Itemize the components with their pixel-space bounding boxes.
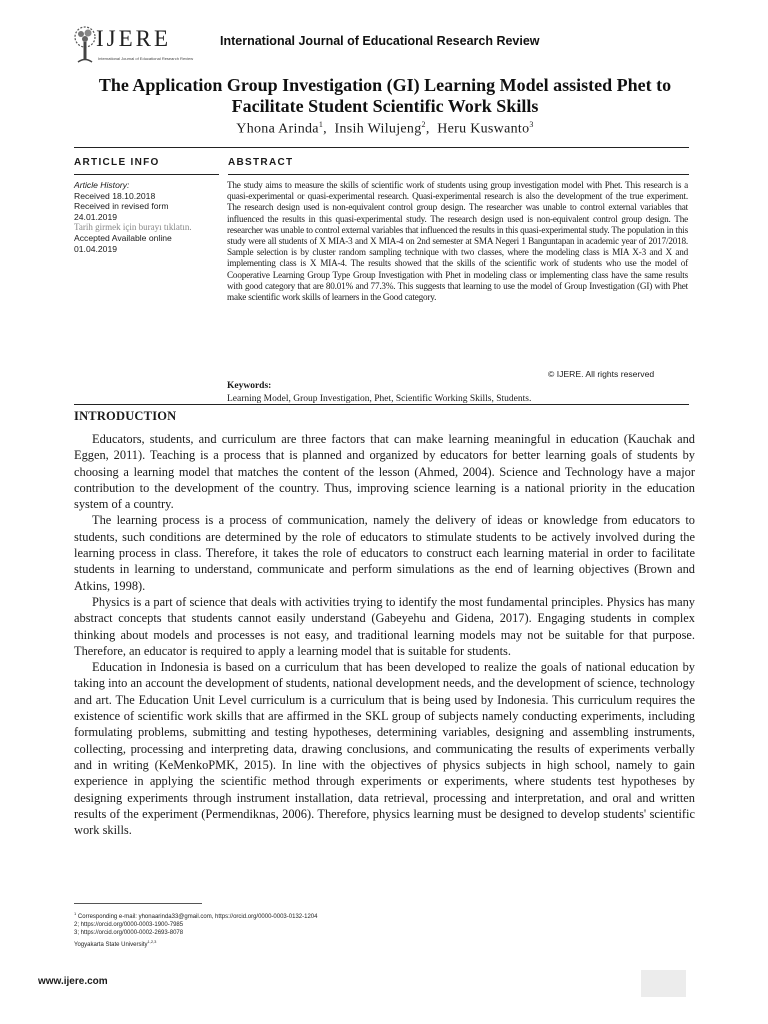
footnote: Corresponding e-mail: yhonaarinda33@gmail.com, https://orcid.org/0000-0003-0132-1204 bbox=[76, 914, 318, 920]
received-date: Received 18.10.2018 bbox=[74, 190, 156, 201]
abstract-text: The study aims to measure the skills of scientific work of students using group investigation model with Phet. This research is a quasi-experimental or quasi-experimental research. Quasi-experimental research is also the development of the true experiment. The research design used is non-equivalent control group design. The researcher was unable to control external variables that influenced the results in this quasi-experimental study. The research design used is non-equivalent control group design. The researcher was unable to control external variables that influenced the results in this quasi-experimental study. The population in this study were all students of X MIA-3 and X MIA-4 on 2nd semester at SMA Negeri 1 Banguntapan in academic year of 2017/2018. Sample selection is by cluster random sampling technique with two classes, where the modeling class is MIA X-3 and X and implementing class is X MIA-4. The results showed that the skills of the scientific work of students who use the model of Cooperative Learning Group Type Group Investigation with Phet in modeling class or implementing class have the same results with good category that are 80.01% and 77.3%. This suggests that learning to use the model of Group Investigation (GI) with Phet make scientific work skills of learners in the Good category. bbox=[227, 180, 688, 303]
author-sup: 2 bbox=[421, 120, 426, 129]
website-link[interactable]: www.ijere.com bbox=[38, 976, 108, 987]
keywords: Learning Model, Group Investigation, Phet, Scientific Working Skills, Students. bbox=[227, 394, 532, 404]
keywords-label: Keywords: bbox=[227, 381, 272, 391]
article-info-heading: ARTICLE INFO bbox=[74, 157, 160, 168]
footnote: 2; https://orcid.org/0000-0003-1900-7985 bbox=[74, 922, 184, 929]
revised-date: 24.01.2019 bbox=[74, 211, 118, 222]
journal-name: International Journal of Educational Research Review bbox=[220, 34, 540, 48]
footnote: 3; https://orcid.org/0000-0002-2693-8078 bbox=[74, 930, 184, 937]
date-placeholder: Tarih girmek için burayı tıklatın. bbox=[74, 222, 192, 233]
history-label: Article History: bbox=[74, 180, 130, 190]
divider bbox=[74, 404, 689, 405]
divider bbox=[74, 147, 689, 148]
paragraph: Physics is a part of science that deals with activities trying to identify the most fundamental principles. Physics has many abstract concepts that students cannot easily understand (Gabeyehu and Gidena, 2017). Engaging students in complex thinking about models and processes is not easy, and traditional learning models may not be suitable for that purpose. Therefore, an educator is required to apply a learning model that is suitable for students. bbox=[74, 594, 695, 658]
footnote-marker: 1 bbox=[74, 911, 77, 916]
abstract-heading: ABSTRACT bbox=[228, 157, 294, 168]
footnotes bbox=[74, 910, 474, 949]
article-info bbox=[74, 180, 224, 254]
page-number-box bbox=[641, 970, 686, 997]
affiliation: Yogyakarta State University bbox=[74, 941, 148, 948]
logo-subtitle: International Journal of Educational Research Review bbox=[98, 56, 194, 61]
author-sup: 3 bbox=[529, 120, 534, 129]
accepted-date: 01.04.2019 bbox=[74, 243, 118, 254]
divider bbox=[228, 174, 689, 175]
author-name: Insih Wilujeng bbox=[334, 121, 422, 137]
affiliation-sup: 1,2,3 bbox=[147, 938, 157, 944]
author-name: Heru Kuswanto bbox=[437, 121, 530, 137]
journal-logo bbox=[72, 24, 197, 68]
paragraph: Educators, students, and curriculum are three factors that can make learning meaningful in education (Kauchak and Eggen, 2011). Teaching is a process that is planned and organized by educators for better learning goals of students by choosing a learning model that matches the content of the lesson (Ahmed, 2004). Science and Technology have a major contribution to the development of the country. Thus, improving science learning is a national priority in the education system of a country. bbox=[74, 432, 695, 512]
copyright: © IJERE. All rights reserved bbox=[548, 369, 655, 379]
author-sup: 1 bbox=[318, 120, 324, 129]
introduction-body bbox=[74, 431, 695, 838]
revised-label: Received in revised form bbox=[74, 201, 169, 212]
author-list: Yhona Arinda$^1$, Insih Wilujeng$^2$, Heru Kuswanto$^3$ bbox=[236, 120, 534, 137]
tree-icon bbox=[72, 24, 98, 64]
accepted-label: Accepted Available online bbox=[74, 232, 172, 243]
logo-text: IJERE bbox=[96, 26, 172, 51]
paragraph: The learning process is a process of communication, namely the delivery of ideas or knowledge from educators to students, such conditions are determined by the role of educators to stimulate students to be actively involved during the learning process in class. Therefore, it takes the role of educators to construct each learning material in order to facilitate students in learning to understand, communicate and perform simulations as the end of learning objectives (Brown and Atkins, 1998). bbox=[74, 513, 695, 593]
divider bbox=[74, 174, 219, 175]
footnote-divider bbox=[74, 903, 202, 904]
section-heading: INTRODUCTION bbox=[74, 409, 177, 423]
paper-title: The Application Group Investigation (GI) Learning Model assisted Phet to Facilitate Student Scientific Work Skills bbox=[98, 75, 672, 116]
paragraph: Education in Indonesia is based on a curriculum that has been developed to realize the goals of national education by taking into an account the development of students, national development needs, and the development of science, technology and art. The Education Unit Level curriculum is a curriculum that is being used by Indonesia. This curriculum requires the existence of scientific work skills that are affirmed in the SKL group of subjects namely conducting experiments, including formulating problems, submitting and testing hypotheses, determining variables, designing and assembling instruments, collecting, processing and interpreting data, drawing conclusions, and communicating the results of experiments verbally and in writing (KeMenkoPMK, 2015). In line with the objectives of physics subjects in high school, namely to gain experience in applying the scientific method through experiments or experiments, where students test hypotheses by designing experiments through instrument installation, data retrieval, processing and interpretation, and oral and written results of the experiment (Permendiknas, 2006). Therefore, physics learning must be designed to develop students' scientific work skills. bbox=[74, 660, 695, 838]
author-name: Yhona Arinda bbox=[236, 121, 319, 137]
